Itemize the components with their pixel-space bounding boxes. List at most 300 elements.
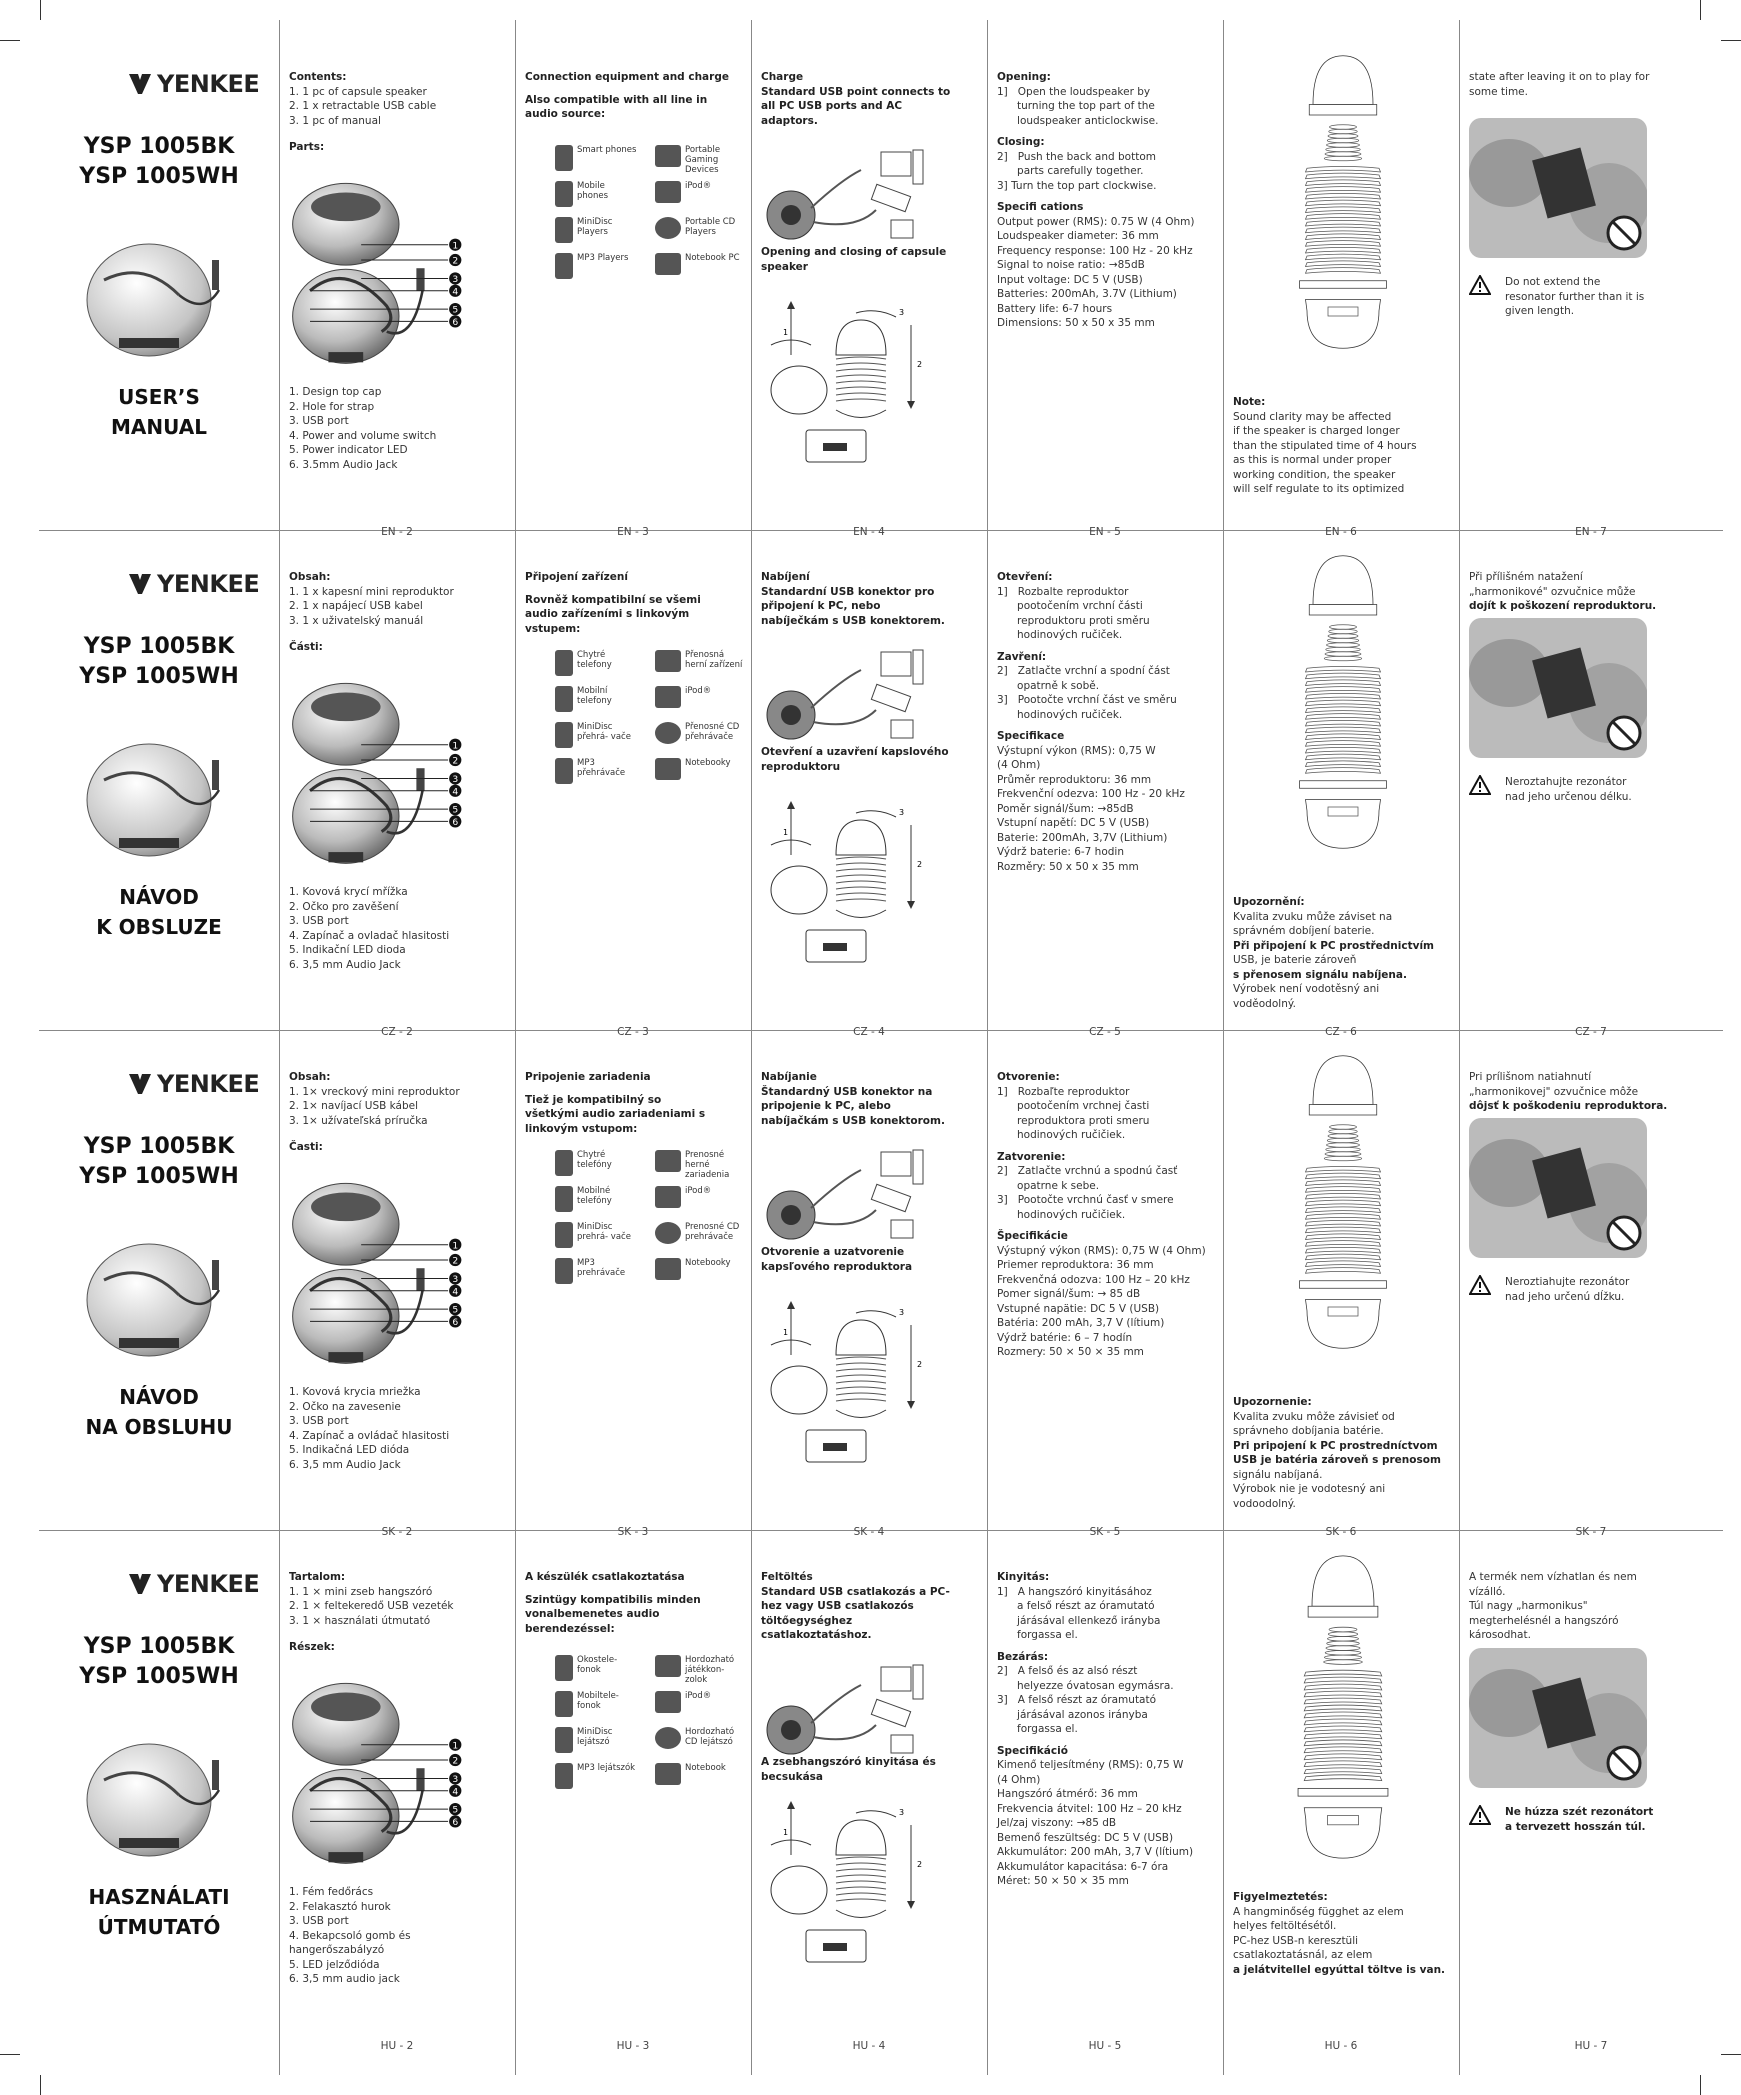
speaker-cover-image [84, 1220, 234, 1370]
callout-number: 3 [452, 774, 459, 786]
text-line: vízálló. [1469, 1585, 1506, 1598]
warning-text [1505, 1805, 1653, 1834]
panel-5 [987, 540, 1223, 1040]
callout-number: 6 [452, 1316, 459, 1328]
charge-diagram-wrap [761, 640, 931, 754]
arrow-step-label: 1 [783, 1828, 789, 1837]
speaker-parts-diagram [289, 168, 464, 393]
parts-title: Részek: [289, 1641, 335, 1653]
text-line: hodinových ručiček. [997, 629, 1123, 641]
brand-mark-icon [129, 1074, 151, 1094]
callout-number: 1 [452, 1240, 459, 1252]
photo-wrap [1469, 1648, 1647, 1792]
panel-6 [1223, 1040, 1459, 1540]
charge-diagram-wrap [761, 1140, 931, 1254]
text-line: 3] Pootočte vrchnú časť v smere [997, 1194, 1174, 1206]
page-number: HU - 6 [1324, 2040, 1358, 2052]
text-line: helyes feltöltésétől. [1233, 1920, 1337, 1932]
speaker-parts-diagram [289, 1168, 464, 1393]
text-line: 2] A felső és az alsó részt [997, 1665, 1138, 1677]
text-line: 1] Rozbaľte reproduktor [997, 1085, 1130, 1098]
text-line: Kimenő teljesítmény (RMS): 0,75 W [997, 1759, 1184, 1771]
cd-icon [655, 1727, 681, 1749]
page-number: HU - 2 [380, 2040, 414, 2052]
text-line: Frekvenční odezva: 100 Hz - 20 kHz [997, 788, 1185, 800]
contents-title: Tartalom: [289, 1571, 346, 1583]
mp3-icon [555, 758, 573, 784]
device-laptop [655, 1763, 745, 1797]
page-number: EN - 7 [1575, 526, 1607, 538]
text-line: Vstupné napätie: DC 5 V (USB) [997, 1302, 1160, 1315]
brand-logo [129, 1070, 259, 1098]
callout-number: 4 [452, 1286, 459, 1298]
cd-icon [655, 217, 681, 239]
callout-number: 1 [452, 740, 459, 752]
device-mp3 [555, 1258, 655, 1292]
photo-wrap [1469, 1118, 1647, 1262]
connection-section [525, 570, 745, 636]
open-close-title: Otvorenie a uzatvorenie kapsľového reproduktora [761, 1246, 913, 1273]
panel-2 [279, 540, 515, 1040]
arrow-step-label: 3 [899, 1308, 905, 1317]
panel-7 [1459, 1540, 1723, 2052]
parts-item: 1. Fém fedőrács [289, 1886, 374, 1898]
parts-item: 3. USB port [289, 415, 349, 427]
panel-3 [515, 1040, 751, 1540]
panel-3 [515, 40, 751, 540]
device-minidisc [555, 1727, 655, 1761]
bold-line: Specifikace [997, 730, 1065, 742]
device-label: MiniDisc Players [577, 217, 613, 237]
parts-item: 4. Bekapcsoló gomb és [289, 1929, 411, 1942]
specifications-section [997, 1570, 1217, 1889]
panel-1 [39, 1540, 279, 2040]
ipod-icon [655, 686, 681, 708]
mp3-icon [555, 1763, 573, 1789]
manual-title [39, 1882, 279, 1942]
charge-section: Nabíjení Standardní USB konektor pro připojení k PC, nebo nabíječkám s USB konektorem. [761, 571, 945, 627]
open-close-diagram-wrap [761, 795, 931, 969]
text-line [997, 128, 1217, 135]
callout-number: 5 [452, 304, 459, 316]
model-wh: YSP 1005WH [79, 1164, 239, 1189]
page-number: HU - 3 [616, 2040, 650, 2052]
callout-number: 2 [452, 255, 459, 267]
parts-item: 2. Hole for strap [289, 400, 375, 413]
text-line [997, 1643, 1217, 1650]
text-line: as this is normal under proper [1233, 454, 1392, 466]
text-line: Túl nagy „harmonikus" [1469, 1600, 1588, 1612]
text-line: Signal to noise ratio: →85dB [997, 259, 1145, 271]
arrow-step-label: 2 [917, 1860, 923, 1869]
text-line: 1] A hangszóró kinyitásához [997, 1585, 1152, 1598]
panel-1 [39, 40, 279, 540]
text-line: hodinových ručičiek. [997, 1208, 1126, 1221]
device-cd [655, 1222, 745, 1256]
contents-section [289, 1570, 509, 1655]
phone-icon [555, 1150, 573, 1176]
model-bk: YSP 1005BK [83, 134, 235, 159]
model-names [39, 1632, 279, 1692]
parts-list [289, 885, 509, 972]
model-names [39, 632, 279, 692]
note-section [1233, 895, 1453, 1011]
callout-number: 3 [452, 274, 459, 286]
parts-diagram-wrap [289, 168, 464, 397]
text-line: forgassa el. [997, 1723, 1078, 1735]
device-label: Mobile phones [577, 181, 609, 201]
warning-block [1469, 1275, 1629, 1304]
open-close-diagram [761, 795, 931, 965]
bold-line: Špecifikácie [997, 1230, 1068, 1242]
callout-number: 3 [452, 1274, 459, 1286]
text-line: Vstupní napětí: DC 5 V (USB) [997, 817, 1150, 829]
manual-title-line: NÁVOD [119, 885, 199, 909]
charging-diagram [761, 140, 931, 250]
resonator-exploded-diagram [1273, 552, 1413, 852]
connection-title: Pripojenie zariadenia [525, 1071, 651, 1083]
text-line: Akkumulátor kapacitása: 6-7 óra [997, 1860, 1169, 1873]
text-line: „harmonikovej" ozvučnice môže [1469, 1085, 1639, 1098]
device-label: iPod® [685, 686, 712, 696]
device-cd [655, 1727, 745, 1761]
parts-title: Časti: [289, 1141, 323, 1153]
note-section [1233, 1890, 1453, 1977]
speaker-cover-image [84, 1720, 234, 1870]
arrow-step-label: 3 [899, 1808, 905, 1817]
text-line: pootočením vrchní části [997, 600, 1143, 612]
manual-title-line: NÁVOD [119, 1385, 199, 1409]
device-phone [555, 686, 655, 720]
cover-image-wrap [84, 1720, 234, 1874]
photo-wrap [1469, 618, 1647, 762]
page-number: HU - 7 [1574, 2040, 1608, 2052]
model-names [39, 132, 279, 192]
device-label: Notebooky [685, 1258, 731, 1268]
parts-item: 5. LED jelződióda [289, 1958, 380, 1971]
brand-mark-icon [129, 574, 151, 594]
parts-item: 4. Zapínač a ovládač hlasitosti [289, 1429, 450, 1442]
page-number: EN - 4 [853, 526, 885, 538]
device-label: Mobiltele- fonok [577, 1691, 619, 1711]
cd-icon [655, 1222, 681, 1244]
device-label: Portable CD Players [685, 217, 736, 237]
charge-diagram-wrap [761, 1655, 931, 1769]
panel-3 [515, 540, 751, 1040]
text-line: dôjsť k poškodeniu reproduktora. [1469, 1100, 1668, 1112]
callout-number: 4 [452, 286, 459, 298]
text-line: hodinových ručičiek. [997, 1129, 1126, 1141]
brand-logo [129, 1570, 259, 1598]
device-label: iPod® [685, 1691, 712, 1701]
text-line: working condition, the speaker [1233, 468, 1396, 481]
phone-icon [555, 686, 573, 712]
bold-line: Zavření: [997, 650, 1047, 663]
text-line: Poměr signál/šum: →85dB [997, 802, 1134, 815]
minidisc-icon [555, 217, 573, 243]
callout-number: 5 [452, 1804, 459, 1816]
device-label: Hordozható játékkon- zolok [685, 1655, 735, 1685]
laptop-icon [655, 758, 681, 780]
text-line [997, 193, 1217, 200]
device-phone [555, 1655, 655, 1689]
compatibility-text: Tiež je kompatibilný so všetkými audio zariadeniami s linkovým vstupom: [525, 1093, 706, 1135]
mp3-icon [555, 253, 573, 279]
text-line: Do not extend the [1505, 276, 1601, 288]
gamepad-icon [655, 1655, 681, 1677]
minidisc-icon [555, 1727, 573, 1753]
cover-image-wrap [84, 1220, 234, 1374]
overextend-warning-photo [1469, 1648, 1647, 1788]
parts-item: 3. USB port [289, 915, 349, 927]
panel-4 [751, 540, 987, 1040]
panel-2 [279, 40, 515, 540]
text-line: správném dobíjení baterie. [1233, 925, 1375, 937]
panel-4 [751, 1540, 987, 2052]
minidisc-icon [555, 1222, 573, 1248]
model-bk: YSP 1005BK [83, 1634, 235, 1659]
device-label: iPod® [685, 181, 712, 191]
text-line: Battery life: 6-7 hours [997, 302, 1113, 315]
text-line: Batéria: 200 mAh, 3,7 V (lítium) [997, 1317, 1165, 1329]
arrow-step-label: 2 [917, 860, 923, 869]
text-line: than the stipulated time of 4 hours [1233, 439, 1417, 452]
text-line: pootočením vrchnej časti [997, 1100, 1150, 1112]
panel-4 [751, 40, 987, 540]
callout-number: 5 [452, 804, 459, 816]
device-minidisc [555, 722, 655, 756]
panel-6 [1223, 540, 1459, 1040]
panel-1 [39, 540, 279, 1040]
device-label: Přenosná herní zařízení [685, 650, 743, 670]
text-line: state after leaving it on to play for [1469, 71, 1650, 83]
text-line: 3] Turn the top part clockwise. [997, 179, 1157, 192]
callout-number: 2 [452, 1755, 459, 1767]
model-wh: YSP 1005WH [79, 664, 239, 689]
callout-number: 3 [452, 1774, 459, 1786]
contents-section [289, 570, 509, 655]
brand-name: YENKEE [157, 70, 260, 98]
text-line: reproduktoru proti směru [997, 614, 1150, 627]
charge-section: Nabíjanie Štandardný USB konektor na pripojenie k PC, alebo nabíjačkám s USB konektorom. [761, 1071, 945, 1127]
specifications-section [997, 70, 1217, 331]
panel-5 [987, 40, 1223, 540]
device-laptop [655, 758, 745, 792]
bold-line: USB je batéria zároveň s prenosom [1233, 1454, 1441, 1466]
connection-title: Připojení zařízení [525, 571, 628, 583]
panel-7 [1459, 540, 1723, 1040]
bold-line: Otevření: [997, 571, 1053, 583]
speaker-parts-diagram [289, 668, 464, 893]
device-label: Okostele- fonok [577, 1655, 618, 1675]
device-label: Mobilní telefony [577, 686, 612, 706]
manual-title [39, 1382, 279, 1442]
device-label: Notebook PC [685, 253, 740, 263]
text-line: voděodolný. [1233, 997, 1296, 1010]
overextend-warning-photo [1469, 618, 1647, 758]
connection-section [525, 1570, 745, 1636]
compatibility-text: Also compatible with all line in audio source: [525, 93, 708, 120]
parts-item: 4. Power and volume switch [289, 429, 437, 442]
text-line: Batteries: 200mAh, 3.7V (Lithium) [997, 288, 1177, 300]
text-line: PC-hez USB-n keresztüli [1233, 1934, 1359, 1947]
compatibility-text: Szintügy kompatibilis minden vonalbemenetes audio berendezéssel: [525, 1593, 701, 1635]
connection-section [525, 1070, 745, 1136]
text-line: Input voltage: DC 5 V (USB) [997, 273, 1143, 286]
text-line: Průměr reproduktoru: 36 mm [997, 773, 1152, 786]
note-section [1233, 395, 1453, 497]
text-line: Sound clarity may be affected [1233, 410, 1392, 423]
panel-1 [39, 1040, 279, 1540]
page-number: SK - 5 [1089, 1526, 1121, 1538]
page-number: CZ - 7 [1575, 1026, 1607, 1038]
text-line: opatrně k sobě. [997, 679, 1100, 692]
contents-item: 3. 1 x uživatelský manuál [289, 614, 424, 627]
page-number: EN - 3 [617, 526, 649, 538]
manual-title-line: USER’S [118, 385, 200, 409]
overextend-warning-photo [1469, 1118, 1647, 1258]
contents-item: 3. 1× užívateľská príručka [289, 1114, 428, 1127]
manual-title-line: MANUAL [111, 415, 207, 439]
text-line: károsodhat. [1469, 1629, 1531, 1641]
page-number: SK - 3 [617, 1526, 649, 1538]
crop-mark [0, 40, 20, 41]
device-label: Mobilné telefóny [577, 1186, 612, 1206]
parts-item: 2. Očko na zavesenie [289, 1400, 401, 1413]
contents-item: 1. 1 × mini zseb hangszóró [289, 1585, 433, 1598]
parts-item: 6. 3,5 mm audio jack [289, 1973, 400, 1985]
page-number: SK - 7 [1575, 1526, 1607, 1538]
bold-line: Zatvorenie: [997, 1150, 1066, 1163]
model-wh: YSP 1005WH [79, 1664, 239, 1689]
page-number: CZ - 3 [617, 1026, 649, 1038]
text-line: Frekvencia átvitel: 100 Hz – 20 kHz [997, 1802, 1182, 1815]
crop-mark [0, 2054, 20, 2055]
device-mp3 [555, 758, 655, 792]
device-label: MiniDisc prehrá- vače [577, 1222, 631, 1242]
parts-diagram-wrap [289, 1168, 464, 1397]
device-grid [555, 1150, 745, 1292]
minidisc-icon [555, 722, 573, 748]
language-section-cz [39, 540, 1723, 1040]
panel-5 [987, 1540, 1223, 2052]
bold-line: Upozornenie: [1233, 1396, 1312, 1408]
text-line: járásával ellenkező irányba [997, 1614, 1161, 1627]
model-bk: YSP 1005BK [83, 1134, 235, 1159]
contents-item: 2. 1 x retractable USB cable [289, 100, 437, 112]
text-line: Neroztiahujte rezonátor [1505, 1276, 1630, 1288]
charging-diagram [761, 1655, 931, 1765]
model-names [39, 1132, 279, 1192]
language-section-hu [39, 1540, 1723, 2052]
parts-item: 1. Kovová krycia mriežka [289, 1386, 421, 1398]
device-label: Prenosné CD prehrávače [685, 1222, 740, 1242]
callout-number: 1 [452, 1740, 459, 1752]
phone-icon [555, 1691, 573, 1717]
device-label: MP3 lejátszók [577, 1763, 636, 1773]
callout-number: 6 [452, 816, 459, 828]
parts-list [289, 1385, 509, 1472]
text-line: Kvalita zvuku může záviset na [1233, 910, 1393, 923]
brand-name: YENKEE [157, 1570, 260, 1598]
device-grid [555, 650, 745, 792]
text-line: Výstupní výkon (RMS): 0,75 W [997, 744, 1156, 757]
device-label: Smart phones [577, 145, 637, 155]
manual-title [39, 882, 279, 942]
resonator-exploded-diagram [1273, 1552, 1413, 1862]
text-line: Jel/zaj viszony: →85 dB [997, 1817, 1117, 1829]
text-line: 3] A felső részt az óramutató [997, 1694, 1157, 1706]
open-close-title: Otevření a uzavření kapslového reproduktoru [761, 746, 949, 773]
open-close-title: A zsebhangszóró kinyitása és becsukása [761, 1756, 936, 1783]
text-line: a felső részt az óramutató [997, 1600, 1155, 1612]
device-label: Prenosné herné zariadenia [685, 1150, 730, 1180]
open-close-diagram-wrap [761, 295, 931, 469]
text-line: Neroztahujte rezonátor [1505, 776, 1627, 788]
bold-line: Pri pripojení k PC prostredníctvom [1233, 1439, 1438, 1452]
text-line: Output power (RMS): 0.75 W (4 Ohm) [997, 215, 1195, 228]
laptop-icon [655, 1763, 681, 1785]
bold-line: Kinyitás: [997, 1571, 1050, 1583]
warning-text [1505, 275, 1644, 319]
text-line: Výstupný výkon (RMS): 0,75 W (4 Ohm) [997, 1244, 1206, 1257]
text-line: reproduktora proti smeru [997, 1114, 1150, 1127]
parts-item: 5. Indikačná LED dióda [289, 1444, 410, 1456]
page-number: HU - 4 [852, 2040, 886, 2052]
text-line: Rozmery: 50 × 50 × 35 mm [997, 1346, 1144, 1358]
device-phone [555, 1150, 655, 1184]
page-number: CZ - 5 [1089, 1026, 1121, 1038]
warning-block [1469, 775, 1632, 804]
bold-line: Bezárás: [997, 1650, 1049, 1663]
text-line: Frequency response: 100 Hz - 20 kHz [997, 244, 1193, 257]
warning-intro [1469, 70, 1717, 99]
device-minidisc [555, 1222, 655, 1256]
speaker-cover-image [84, 720, 234, 870]
device-label: Chytré telefony [577, 650, 612, 670]
page-number: SK - 6 [1325, 1526, 1357, 1538]
page-number: SK - 2 [381, 1526, 413, 1538]
resonator-diagram-wrap [1273, 52, 1413, 356]
device-label: MP3 Players [577, 253, 629, 263]
device-ipod [655, 1186, 745, 1220]
warning-triangle-icon [1469, 1805, 1491, 1825]
contents-item: 3. 1 × használati útmutató [289, 1614, 431, 1627]
device-gamepad [655, 650, 745, 684]
resonator-diagram-wrap [1273, 552, 1413, 856]
callout-number: 5 [452, 1304, 459, 1316]
manual-title [39, 382, 279, 442]
contents-title: Obsah: [289, 571, 331, 583]
bold-line: Note: [1233, 396, 1266, 408]
device-label: iPod® [685, 1186, 712, 1196]
contents-item: 2. 1 × feltekeredő USB vezeték [289, 1600, 454, 1612]
phone-icon [555, 1186, 573, 1212]
parts-item: 6. 3,5 mm Audio Jack [289, 1458, 401, 1471]
device-label: Notebook [685, 1763, 726, 1773]
device-label: MP3 prehrávače [577, 1258, 626, 1278]
gamepad-icon [655, 145, 681, 167]
device-ipod [655, 686, 745, 720]
text-line: csatlakoztatásnál, az elem [1233, 1949, 1373, 1961]
text-line: (4 Ohm) [997, 759, 1041, 771]
text-line: Výdrž baterie: 6-7 hodin [997, 846, 1124, 858]
text-line: turning the top part of the [997, 100, 1155, 112]
device-label: MiniDisc lejátszó [577, 1727, 613, 1747]
mp3-icon [555, 1258, 573, 1284]
text-line: loudspeaker anticlockwise. [997, 114, 1159, 127]
text-line: will self regulate to its optimized [1233, 483, 1405, 495]
